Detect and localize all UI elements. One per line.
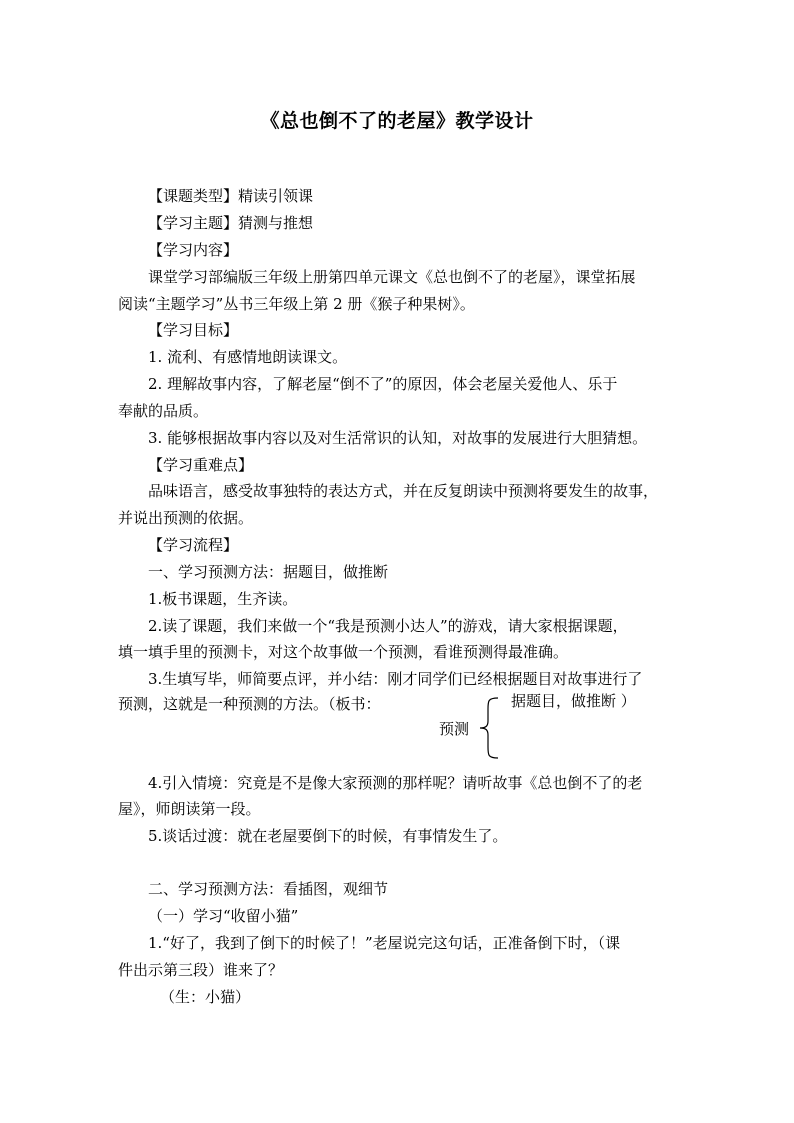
part1-step2-line1: 2.读了课题，我们来做一个“我是预测小达人”的游戏，请大家根据课题，	[148, 617, 628, 635]
board-method-text: 据题目，做推断 ）	[511, 692, 636, 710]
part2-heading: 二、学习预测方法：看插图，观细节	[148, 880, 389, 898]
part1-step1: 1.板书课题，生齐读。	[148, 590, 298, 608]
goal-1: 1. 流利、有感情地朗读课文。	[148, 348, 348, 366]
part2-answer1: （生：小猫）	[160, 988, 251, 1006]
part2-q1-line1: 1.“好了，我到了倒下的时候了！”老屋说完这句话，正准备倒下时，（课	[148, 934, 621, 952]
board-predict-label: 预测	[439, 720, 470, 738]
part2-q1-line2: 件出示第三段）谁来了？	[118, 961, 284, 979]
part1-step4-line2: 屋》，师朗读第一段。	[118, 800, 261, 818]
part1-heading: 一、学习预测方法：据题目，做推断	[148, 563, 389, 581]
topic-type-line	[148, 186, 313, 206]
part1-step2-line2: 填一填手里的预测卡，对这个故事做一个预测，看谁预测得最准确。	[118, 643, 569, 661]
content-label: 【学习内容】	[148, 241, 239, 259]
theme-value: 猜测与推想	[238, 214, 314, 232]
key-points-line2: 并说出预测的依据。	[118, 509, 254, 527]
goal-2-line2: 奉献的品质。	[118, 402, 209, 420]
part2-subheading: （一）学习“收留小猫”	[148, 907, 299, 925]
curly-brace-icon	[478, 697, 502, 759]
content-paragraph-line2: 阅读“主题学习”丛书三年级上第 2 册《猴子种果树》。	[118, 295, 475, 313]
theme-line	[148, 213, 313, 233]
topic-type-label: 【课题类型】	[148, 187, 239, 205]
key-points-label: 【学习重难点】	[148, 456, 254, 474]
content-paragraph-line1: 课堂学习部编版三年级上册第四单元课文《总也倒不了的老屋》，课堂拓展	[148, 268, 636, 286]
part1-step3-line1: 3.生填写毕，师简要点评，并小结：刚才同学们已经根据题目对故事进行了	[148, 670, 643, 688]
key-points-line1: 品味语言，感受故事独特的表达方式，并在反复朗读中预测将要发生的故事，	[148, 482, 659, 500]
process-label: 【学习流程】	[148, 536, 239, 554]
goal-3: 3. 能够根据故事内容以及对生活常识的认知，对故事的发展进行大胆猜想。	[148, 429, 648, 447]
topic-type-value: 精读引领课	[238, 187, 314, 205]
goal-2-line1: 2. 理解故事内容，了解老屋“倒不了”的原因，体会老屋关爱他人、乐于	[148, 375, 618, 393]
theme-label: 【学习主题】	[148, 214, 239, 232]
document-title: 《总也倒不了的老屋》教学设计	[260, 110, 534, 132]
part1-step3-line2: 预测，这就是一种预测的方法。（板书：	[118, 695, 381, 713]
part1-step4-line1: 4.引入情境：究竟是不是像大家预测的那样呢？请听故事《总也倒不了的老	[148, 774, 643, 792]
part1-step5: 5.谈话过渡：就在老屋要倒下的时候，有事情发生了。	[148, 827, 508, 845]
goals-label: 【学习目标】	[148, 321, 239, 339]
